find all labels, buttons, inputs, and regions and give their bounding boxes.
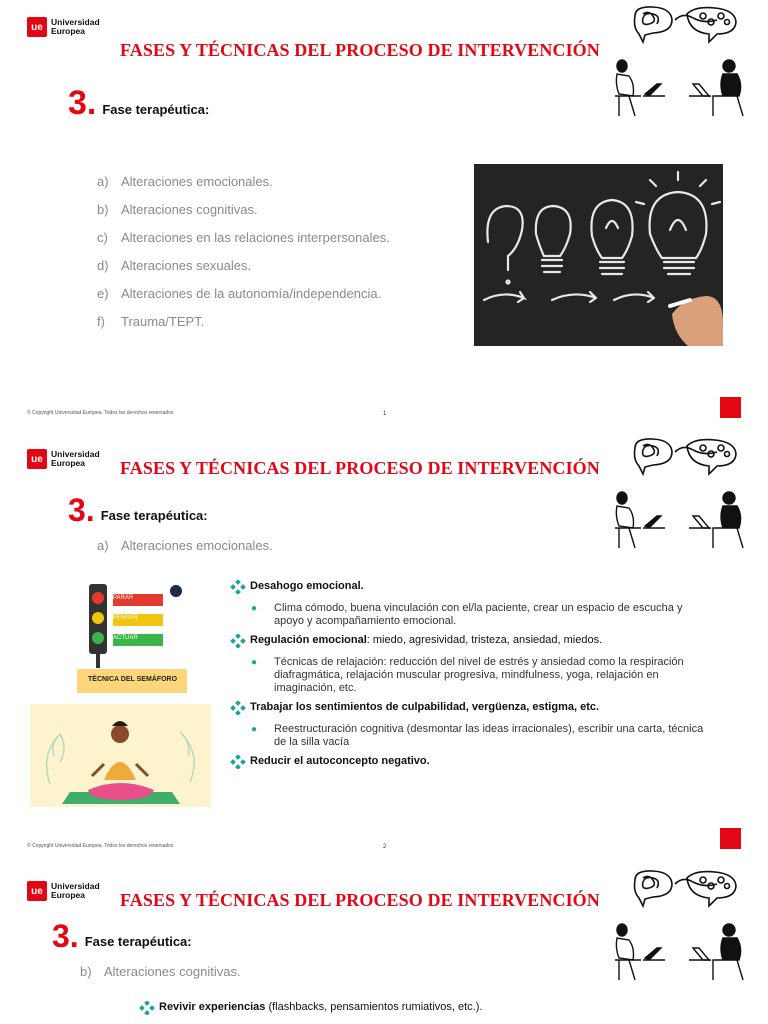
- phase-number: 3.: [68, 84, 97, 122]
- logo-line-2: Europea: [51, 890, 86, 900]
- diamond-bullet-icon: [229, 634, 247, 648]
- phase-heading: [52, 920, 192, 952]
- logo-mark: ue: [27, 17, 47, 37]
- list-item: e) Alteraciones de la autonomía/independencia.: [97, 286, 382, 301]
- slide-3: [0, 864, 768, 1024]
- university-logo: [27, 881, 100, 901]
- subsection-heading: b) Alteraciones cognitivas.: [80, 964, 241, 979]
- bullet-sub: ● Técnicas de relajación: reducción del nivel de estrés y ansiedad como la respiración diafragmática, relajación muscular progresiva, mindfulness, yoga, relajación en imaginación, etc.: [251, 656, 684, 694]
- university-logo: [27, 17, 100, 37]
- alterations-list: [97, 174, 390, 342]
- slide-2: [0, 432, 768, 864]
- logo-line-2: Europea: [51, 458, 86, 468]
- dot-bullet-icon: ●: [251, 724, 258, 735]
- slide-title: FASES Y TÉCNICAS DEL PROCESO DE INTERVENCIÓN: [120, 890, 600, 910]
- university-logo: [27, 449, 100, 469]
- slide-title: FASES Y TÉCNICAS DEL PROCESO DE INTERVENCIÓN: [120, 458, 600, 478]
- phase-number: 3.: [52, 918, 79, 954]
- dot-bullet-icon: ●: [251, 603, 258, 614]
- page-number: 1: [383, 411, 387, 417]
- diamond-bullet-icon: [229, 701, 247, 715]
- people-conversation-icon: [605, 868, 755, 993]
- copyright-footer: © Copyright Universidad Europea. Todos los derechos reservados: [27, 843, 174, 849]
- copyright-footer: © Copyright Universidad Europea. Todos los derechos reservados: [27, 410, 174, 416]
- red-corner-square: [720, 397, 741, 418]
- people-conversation-icon: [605, 436, 755, 561]
- semaforo-caption: TÉCNICA DEL SEMÁFORO: [88, 676, 178, 683]
- bullet-main: Regulación emocional: miedo, agresividad, tristeza, ansiedad, miedos.: [229, 634, 709, 648]
- bullet-main: Revivir experiencias (flashbacks, pensamientos rumiativos, etc.).: [138, 1001, 638, 1015]
- logo-line-1: Universidad: [51, 449, 100, 459]
- dot-bullet-icon: ●: [251, 657, 258, 668]
- logo-mark: ue: [27, 449, 47, 469]
- bullet-main: Trabajar los sentimientos de culpabilidad, vergüenza, estigma, etc.: [229, 701, 709, 715]
- semaforo-pensar: PENSAR: [113, 615, 138, 621]
- red-corner-square: [720, 828, 741, 849]
- slide-title: FASES Y TÉCNICAS DEL PROCESO DE INTERVENCIÓN: [120, 40, 600, 60]
- list-item: d) Alteraciones sexuales.: [97, 258, 252, 273]
- logo-line-2: Europea: [51, 26, 86, 36]
- bullet-sub: ● Reestructuración cognitiva (desmontar las ideas irracionales), escribir una carta, técnica de la silla vacía: [251, 723, 704, 748]
- phase-heading: [68, 494, 208, 526]
- list-item: c) Alteraciones en las relaciones interpersonales.: [97, 230, 390, 245]
- bullet-sub: ● Clima cómodo, buena vinculación con el/la paciente, crear un espacio de escucha y apoyo y acompañamiento emocional.: [251, 602, 683, 627]
- phase-label: Fase terapéutica:: [102, 102, 210, 117]
- logo-line-1: Universidad: [51, 17, 100, 27]
- logo-line-1: Universidad: [51, 881, 100, 891]
- bullet-main: Reducir el autoconcepto negativo.: [229, 755, 709, 769]
- diamond-bullet-icon: [229, 580, 247, 594]
- list-item: a) Alteraciones emocionales.: [97, 174, 273, 189]
- list-item: f) Trauma/TEPT.: [97, 314, 205, 329]
- semaforo-parar: PARAR: [113, 595, 134, 601]
- phase-heading: [68, 86, 209, 120]
- phase-label: Fase terapéutica:: [100, 508, 208, 523]
- logo-mark: ue: [27, 881, 47, 901]
- diamond-bullet-icon: [138, 1001, 156, 1015]
- bullets-list: [229, 580, 709, 777]
- page-number: 2: [383, 844, 387, 850]
- yoga-meditation-image: [30, 704, 211, 807]
- phase-number: 3.: [68, 492, 95, 528]
- phase-label: Fase terapéutica:: [84, 934, 192, 949]
- people-conversation-icon: [605, 4, 755, 129]
- chalkboard-lightbulbs-image: [474, 164, 723, 346]
- semaforo-actuar: ACTUAR: [113, 635, 138, 641]
- slide-1: [0, 0, 768, 432]
- bullet-main: Desahogo emocional.: [229, 580, 709, 594]
- subsection-heading: a) Alteraciones emocionales.: [97, 538, 273, 553]
- diamond-bullet-icon: [229, 755, 247, 769]
- list-item: b) Alteraciones cognitivas.: [97, 202, 258, 217]
